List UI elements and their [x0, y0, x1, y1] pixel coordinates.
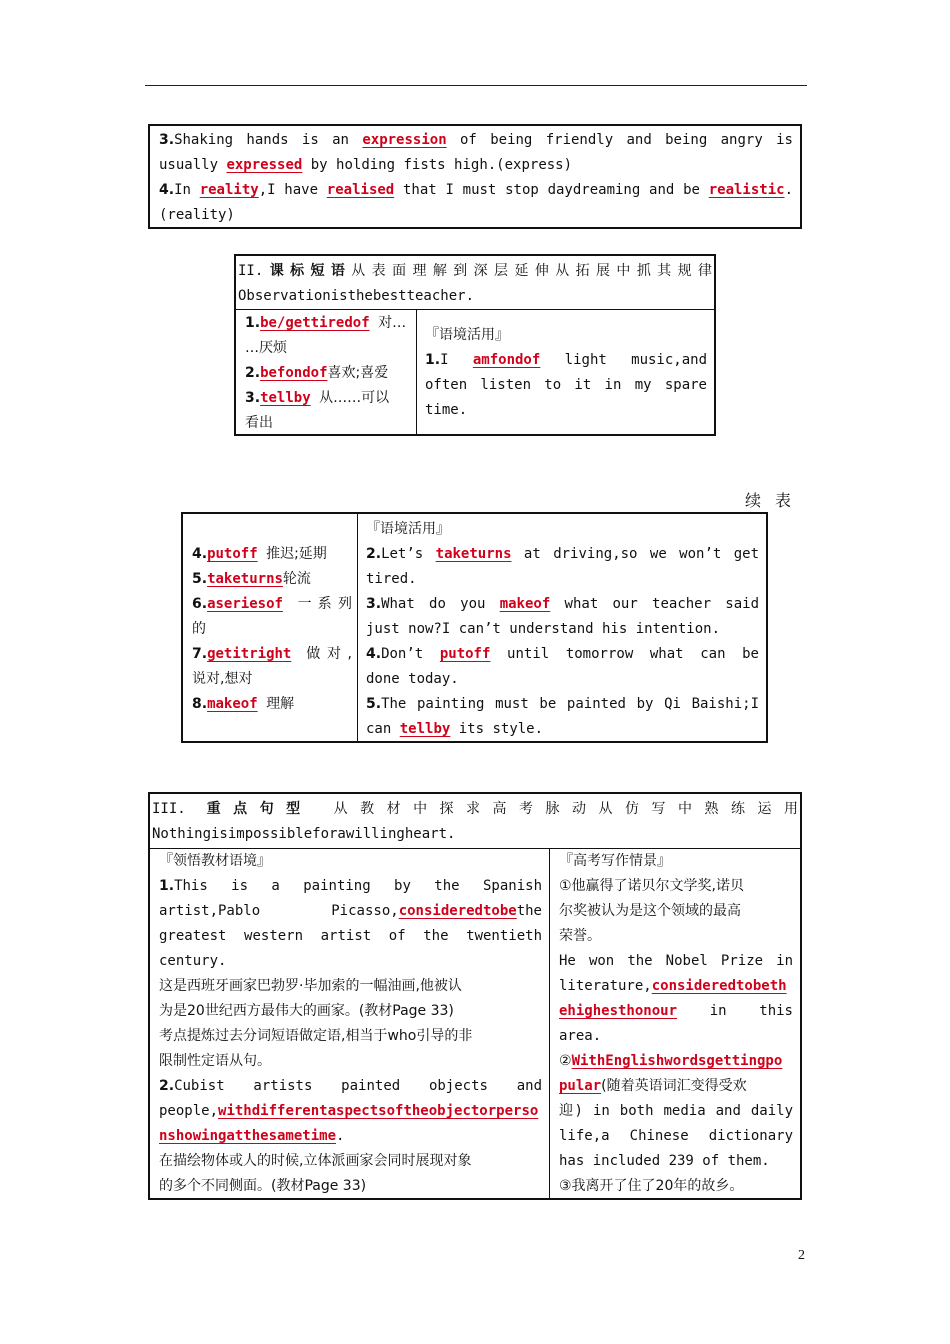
phrases-list-2: 4.putoff 推迟;延期 5.taketurns轮流 6.aseriesof 一系列 的 7.getitright 做对, 说对,想对 8.makeof 理解: [192, 546, 352, 712]
vocab-item-3: 3.Shaking hands is an expression of being friendly and being angry is usually expressed by holding fists high.(express): [159, 132, 793, 173]
phrases-context-2: 『语境活用』 2.Let’s taketurns at driving,so we won’t get tired. 3.What do you makeof what our teacher said just now?I can’t understand his intention. 4.Don’t putoff until tomorrow what can be done today. 5.The painting must be painted by Qi Baishi;I can tellby its style.: [366, 521, 759, 737]
phrases-box: [234, 254, 716, 436]
writing-context: 『高考写作情景』 ①他赢得了诺贝尔文学奖,诺贝 尔奖被认为是这个领域的最高 荣誉。 He won the Nobel Prize in literature,consideredtobeth ehighesthonour in this area. ②WithEnglishwordsgettingpo pular(随着英语词汇变得受欢 迎) in both media and daily life,a Chinese dictionary has included 239 of them. ③我离开了住了20年的故乡。: [559, 853, 793, 1194]
phrases-context: 『语境活用』 1.I amfondof light music,and often listen to it in my spare time.: [425, 327, 707, 418]
phrases-motto: Observationisthebestteacher.: [238, 288, 475, 304]
vocab-box: [148, 124, 802, 229]
continued-label: 续表: [744, 491, 805, 510]
phrases-heading: II.课标短语从表面理解到深层延伸从拓展中抓其规律 Observationisthebestteacher.: [238, 259, 712, 309]
vocab-item-4: 4.In reality,I have realised that I must stop daydreaming and be realistic. (reality): [159, 182, 793, 223]
sentences-box: [148, 792, 802, 1200]
sentences-heading: III. 重点句型 从教材中探求高考脉动从仿写中熟练运用 Nothingisimpossibleforawillingheart.: [152, 797, 798, 847]
phrases-continued-box: [181, 512, 768, 743]
phrases-list: 1.be/gettiredof 对… …厌烦 2.befondof喜欢;喜爱 3.tellby 从……可以 看出: [245, 315, 407, 431]
textbook-context: 『领悟教材语境』 1.This is a painting by the Spanish artist,Pablo Picasso,consideredtobethe greatest western artist of the twentieth century. 这是西班牙画家巴勃罗·毕加索的一幅油画,他被认 为是20世纪西方最伟大的画家。(教材Page 33) 考点提炼过去分词短语做定语,相当于who引导的非 限制性定语从句。 2.Cubist artists painted objects and people,withdifferentaspectsoftheobjectorperso nshowingatthesametime. 在描绘物体或人的时候,立体派画家会同时展现对象 的多个不同侧面。(教材Page 33): [159, 853, 542, 1194]
page-number: 2: [798, 1248, 805, 1263]
header-rule: [145, 85, 807, 86]
sentences-motto: Nothingisimpossibleforawillingheart.: [152, 826, 456, 842]
